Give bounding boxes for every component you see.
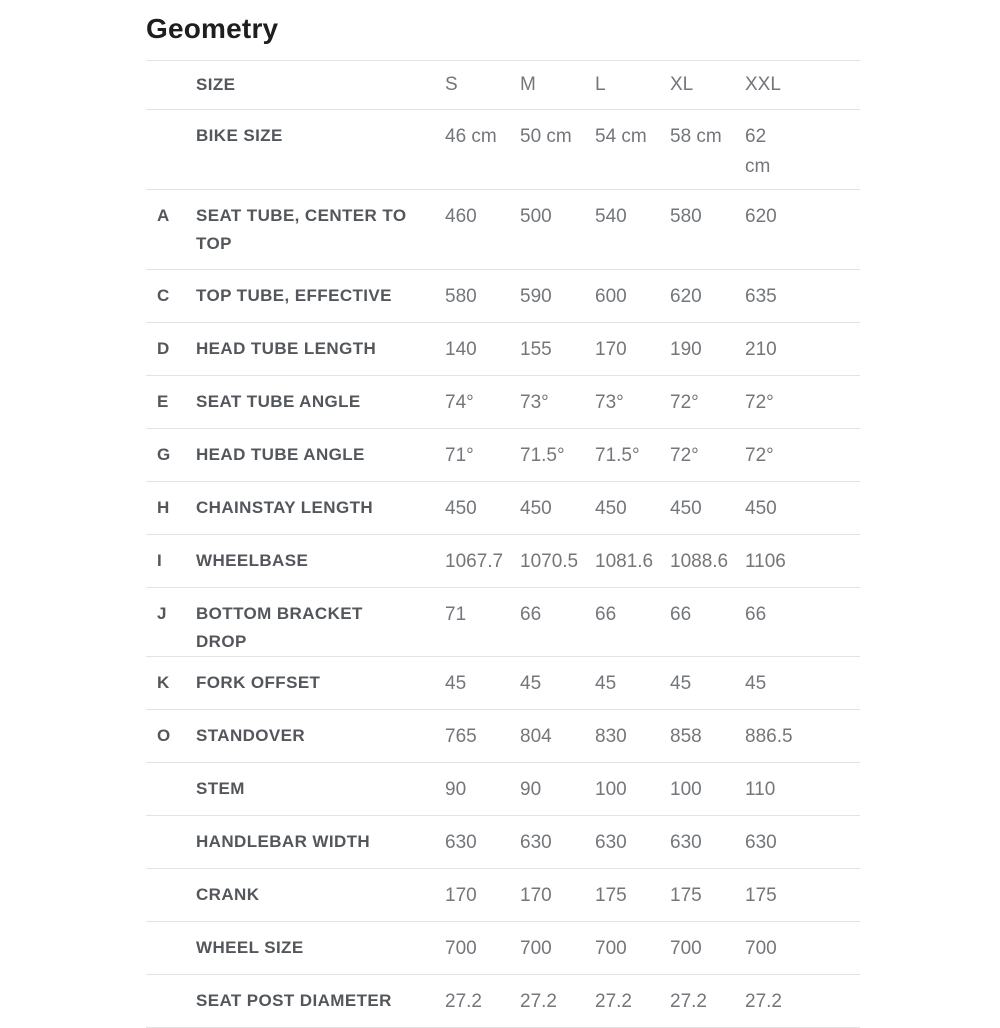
row-value: 450 (520, 498, 552, 519)
row-value: 210 (745, 339, 777, 360)
row-value: 460 (445, 206, 477, 227)
table-row (146, 482, 860, 535)
row-label: CHAINSTAY LENGTH (196, 498, 374, 517)
row-value: 66 (745, 604, 767, 625)
row-value: 66 (670, 604, 692, 625)
geometry-table (146, 60, 860, 1028)
table-header-row (146, 61, 860, 110)
row-value: 450 (745, 498, 777, 519)
row-value: 635 (745, 286, 777, 307)
row-value: 500 (520, 206, 552, 227)
table-row (146, 110, 860, 190)
row-label: FORK OFFSET (196, 673, 321, 692)
row-value: 580 (445, 286, 477, 307)
row-value: 580 (670, 206, 702, 227)
row-value: 700 (520, 938, 552, 959)
row-letter: H (157, 498, 170, 517)
row-value: 46 cm (445, 126, 497, 147)
row-value: 175 (745, 885, 777, 906)
row-value: 27.2 (445, 991, 482, 1012)
row-value: 700 (595, 938, 627, 959)
row-letter: D (157, 339, 170, 358)
table-row (146, 535, 860, 588)
table-body (146, 110, 860, 1028)
row-label: BIKE SIZE (196, 126, 283, 145)
row-letter: C (157, 286, 170, 305)
row-value: 90 (445, 779, 467, 800)
row-value: 804 (520, 726, 552, 747)
row-letter: G (157, 445, 171, 464)
row-value: 450 (445, 498, 477, 519)
row-value: 190 (670, 339, 702, 360)
row-letter: I (157, 551, 162, 570)
column-header: M (520, 74, 536, 95)
row-value: 110 (745, 779, 776, 800)
table-row (146, 922, 860, 975)
row-value: 71.5° (520, 445, 565, 466)
row-value: 155 (520, 339, 552, 360)
row-label: HANDLEBAR WIDTH (196, 832, 371, 851)
row-label: SEAT TUBE ANGLE (196, 392, 361, 411)
geometry-page (0, 12, 1000, 1012)
row-value: 1088.6 (670, 551, 729, 572)
row-value: 66 (595, 604, 617, 625)
row-value: 73° (520, 392, 549, 413)
row-label: SEAT TUBE, CENTER TO TOP (196, 206, 407, 253)
row-value: 73° (595, 392, 624, 413)
row-value: 175 (595, 885, 627, 906)
row-value: 620 (745, 206, 777, 227)
table-row (146, 429, 860, 482)
row-value: 170 (445, 885, 477, 906)
row-value: 100 (670, 779, 702, 800)
row-value: 590 (520, 286, 552, 307)
row-label: STANDOVER (196, 726, 306, 745)
row-value: 45 (520, 673, 542, 694)
table-row (146, 657, 860, 710)
row-value: 45 (595, 673, 617, 694)
row-value: 1067.7 (445, 551, 504, 572)
row-letter: A (157, 206, 170, 225)
row-value: 72° (670, 392, 699, 413)
row-label: CRANK (196, 885, 260, 904)
row-value: 170 (520, 885, 552, 906)
column-header: L (595, 74, 606, 95)
row-value: 72° (745, 445, 774, 466)
row-value: 27.2 (595, 991, 632, 1012)
row-value: 630 (670, 832, 702, 853)
row-label: TOP TUBE, EFFECTIVE (196, 286, 392, 305)
table-row (146, 270, 860, 323)
row-value: 66 (520, 604, 542, 625)
row-letter: J (157, 604, 167, 623)
row-value: 1070.5 (520, 551, 579, 572)
row-value: 1081.6 (595, 551, 654, 572)
row-value: 450 (670, 498, 702, 519)
row-value: 71° (445, 445, 474, 466)
row-value: 858 (670, 726, 702, 747)
table-row (146, 710, 860, 763)
row-letter: E (157, 392, 169, 411)
row-value: 175 (670, 885, 702, 906)
table-row (146, 190, 860, 270)
row-value: 830 (595, 726, 627, 747)
row-label: SEAT POST DIAMETER (196, 991, 392, 1010)
row-value: 170 (595, 339, 627, 360)
row-value: 886.5 (745, 726, 793, 747)
row-letter: O (157, 726, 171, 745)
row-value: 700 (745, 938, 777, 959)
column-header: XXL (745, 74, 781, 95)
row-value: 74° (445, 392, 474, 413)
row-value: 72° (670, 445, 699, 466)
row-value: 62 cm (745, 126, 771, 177)
row-value: 50 cm (520, 126, 572, 147)
row-value: 100 (595, 779, 627, 800)
row-value: 630 (595, 832, 627, 853)
page-title: Geometry (146, 13, 279, 44)
row-value: 140 (445, 339, 477, 360)
table-row (146, 975, 860, 1028)
row-value: 45 (670, 673, 692, 694)
row-value: 27.2 (520, 991, 557, 1012)
row-label: STEM (196, 779, 245, 798)
row-label: WHEELBASE (196, 551, 309, 570)
row-value: 45 (745, 673, 767, 694)
row-label: BOTTOM BRACKET DROP (196, 604, 363, 651)
size-header-label: SIZE (196, 75, 236, 94)
column-header: S (445, 74, 458, 95)
row-letter: K (157, 673, 170, 692)
row-value: 620 (670, 286, 702, 307)
table-row (146, 376, 860, 429)
row-value: 1106 (745, 551, 786, 572)
row-value: 58 cm (670, 126, 722, 147)
row-value: 71 (445, 604, 467, 625)
row-value: 27.2 (745, 991, 782, 1012)
row-value: 54 cm (595, 126, 647, 147)
row-value: 700 (670, 938, 702, 959)
row-value: 540 (595, 206, 627, 227)
table-row (146, 588, 860, 657)
row-value: 630 (520, 832, 552, 853)
row-label: HEAD TUBE ANGLE (196, 445, 365, 464)
row-label: HEAD TUBE LENGTH (196, 339, 377, 358)
row-value: 630 (445, 832, 477, 853)
row-value: 700 (445, 938, 477, 959)
table-row (146, 816, 860, 869)
table-row (146, 323, 860, 376)
row-value: 630 (745, 832, 777, 853)
row-value: 450 (595, 498, 627, 519)
row-value: 90 (520, 779, 542, 800)
row-label: WHEEL SIZE (196, 938, 304, 957)
column-header: XL (670, 74, 694, 95)
row-value: 765 (445, 726, 477, 747)
row-value: 27.2 (670, 991, 707, 1012)
row-value: 45 (445, 673, 467, 694)
row-value: 71.5° (595, 445, 640, 466)
table-row (146, 763, 860, 816)
row-value: 600 (595, 286, 627, 307)
table-row (146, 869, 860, 922)
row-value: 72° (745, 392, 774, 413)
